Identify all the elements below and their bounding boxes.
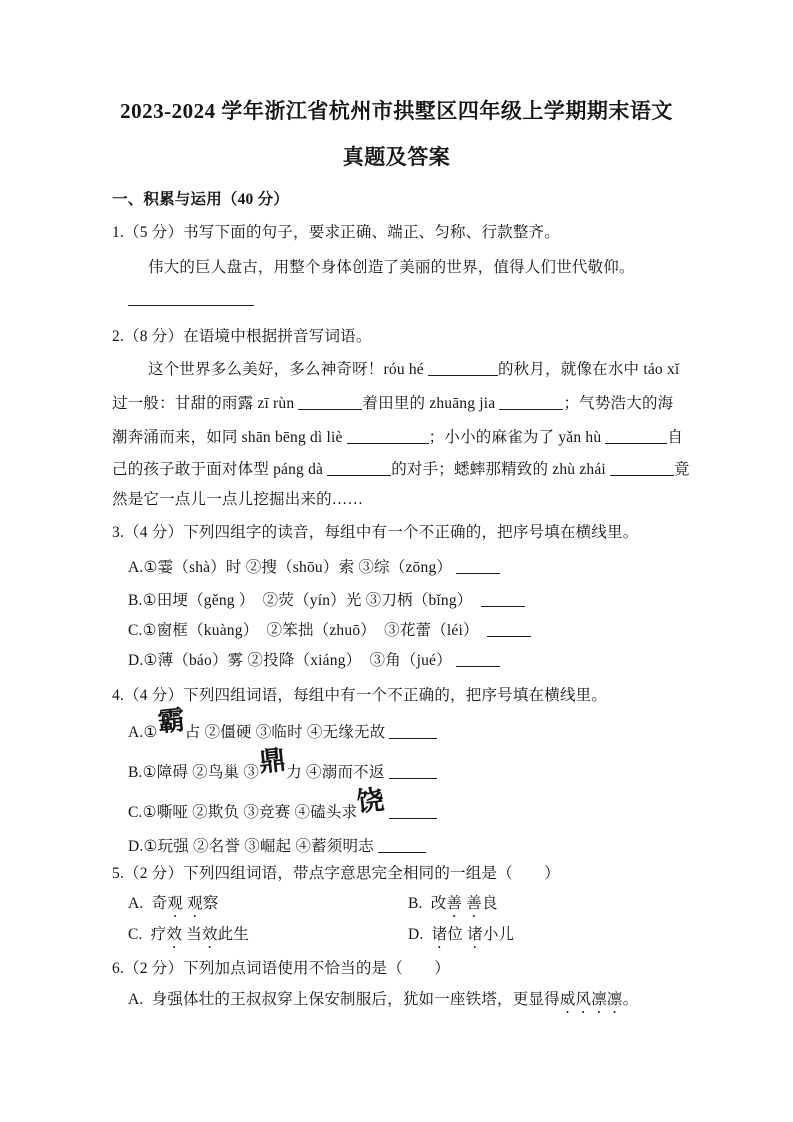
text-segment: 过一般：甘甜的雨露 zī rùn xyxy=(112,395,299,412)
page-title-line1: 2023-2024 学年浙江省杭州市拱墅区四年级上学期期末语文 xyxy=(120,99,673,123)
dotted-emphasis-text: 善 xyxy=(446,895,463,912)
q2-text-line xyxy=(112,393,673,414)
text-segment: A.① xyxy=(128,724,158,741)
q3-option-a xyxy=(128,557,500,578)
text-segment: 的对手；蟋蟀那精致的 zhù zhái xyxy=(391,461,611,478)
fill-in-blank xyxy=(456,653,500,667)
q3-stem: 3.（4 分）下列四组字的读音，每组中有一个不正确的，把序号填在横线里。 xyxy=(112,524,639,541)
dotted-emphasis-text: 效 xyxy=(166,926,183,943)
dotted-emphasis-text: 效 xyxy=(201,926,218,943)
text-segment: 位 xyxy=(447,926,468,943)
dotted-emphasis-text: 威风凛凛 xyxy=(559,991,623,1008)
section-heading: 一、积累与运用（40 分） xyxy=(112,191,289,208)
q4-option-c xyxy=(128,784,437,823)
fill-in-blank xyxy=(298,396,362,410)
fill-in-blank xyxy=(456,560,500,574)
fill-in-blank xyxy=(481,593,525,607)
page-title-line2: 真题及答案 xyxy=(342,145,451,169)
text-segment: 力 ④溺而不返 xyxy=(286,764,389,781)
q6-option-a xyxy=(128,989,638,1017)
fill-in-blank xyxy=(605,430,667,444)
text-segment: B. 改 xyxy=(408,895,447,912)
dotted-emphasis-text: 善 xyxy=(466,895,482,912)
text-segment: 此生 xyxy=(217,926,250,943)
text-segment: 的秋月，就像在水中 táo xǐ xyxy=(497,361,680,378)
handwritten-character-image: 鼎 xyxy=(257,744,288,779)
q2-text-line xyxy=(148,359,679,380)
text-segment: 己的孩子敢于面对体型 páng dà xyxy=(112,461,328,478)
fill-in-blank xyxy=(428,362,498,376)
text-segment: C. 疗 xyxy=(128,926,167,943)
text-segment: B.①田埂（gěng ） ②荧（yín）光 ③刀柄（bǐng） xyxy=(128,592,481,609)
text-segment: A. 奇 xyxy=(128,895,168,912)
q2-text-line xyxy=(112,427,683,448)
text-segment: 。 xyxy=(622,991,639,1008)
fill-in-blank xyxy=(610,462,674,476)
q5-option-d xyxy=(408,924,514,952)
q4-stem: 4.（4 分）下列四组词语，每组中有一个不正确的，把序号填在横线里。 xyxy=(112,687,608,704)
text-segment: 良 xyxy=(481,895,498,912)
q5-option-b xyxy=(408,893,498,921)
q2-text-line xyxy=(112,459,690,480)
q1-answer-line xyxy=(128,305,254,306)
q3-option-b xyxy=(128,590,525,611)
q3-option-d xyxy=(128,650,500,671)
text-segment: 竟 xyxy=(674,461,690,478)
dotted-emphasis-text: 观 xyxy=(167,895,184,912)
q5-stem: 5.（2 分）下列四组词语，带点字意思完全相同的一组是（ ） xyxy=(112,865,560,882)
fill-in-blank xyxy=(347,430,429,444)
text-segment: D.①薄（báo）雾 ②投降（xiáng） ③角（jué） xyxy=(128,652,456,669)
q4-option-a xyxy=(128,704,437,743)
text-segment: C.①嘶哑 ②欺负 ③竞赛 ④磕头求 xyxy=(128,804,358,821)
fill-in-blank xyxy=(389,765,437,779)
text-segment: 着田里的 zhuāng jia xyxy=(362,395,500,412)
text-segment: C.①窗框（kuàng） ②笨拙（zhuō） ③花蕾（léi） xyxy=(128,622,487,639)
text-segment: 这个世界多么美好，多么神奇呀！róu hé xyxy=(148,361,428,378)
q2-stem: 2.（8 分）在语境中根据拼音写词语。 xyxy=(112,328,372,345)
text-segment: D. xyxy=(408,926,432,943)
q2-text-line xyxy=(112,489,363,510)
text-segment: D.①玩强 ②名誉 ③崛起 ④蓄须明志 xyxy=(128,838,378,855)
text-segment: 当 xyxy=(182,926,202,943)
text-segment: 占 ②僵硬 ③临时 ④无缘无故 xyxy=(184,724,390,741)
text-segment: A.①霎（shà）时 ②搜（shōu）索 ③综（zōng） xyxy=(128,559,457,576)
fill-in-blank xyxy=(378,839,426,853)
dotted-emphasis-text: 诸 xyxy=(467,926,483,943)
fill-in-blank xyxy=(389,725,437,739)
q1-stem: 1.（5 分）书写下面的句子，要求正确、端正、匀称、行款整齐。 xyxy=(112,224,560,241)
fill-in-blank xyxy=(499,396,563,410)
handwritten-character-image: 霸 xyxy=(155,704,187,739)
text-segment: A. 身强体壮的王叔叔穿上保安制服后，犹如一座铁塔，更显得 xyxy=(128,991,560,1008)
q6-stem: 6.（2 分）下列加点词语使用不恰当的是（ ） xyxy=(112,960,451,977)
text-segment: 潮奔涌而来，如同 shān bēng dì liè xyxy=(112,429,347,446)
q5-option-c xyxy=(128,924,249,952)
text-segment: ；小小的麻雀为了 yǎn hù xyxy=(428,429,606,446)
q4-option-d xyxy=(128,836,426,857)
text-segment: 自 xyxy=(667,429,684,446)
q1-copy-sentence: 伟大的巨人盘古，用整个身体创造了美丽的世界，值得人们世代敬仰。 xyxy=(148,259,635,276)
dotted-emphasis-text: 观 xyxy=(187,895,203,912)
dotted-emphasis-text: 诸 xyxy=(431,926,448,943)
q3-option-c xyxy=(128,620,531,641)
fill-in-blank xyxy=(389,805,437,819)
q5-option-a xyxy=(128,893,219,921)
handwritten-character-image: 饶 xyxy=(355,784,387,819)
fill-in-blank xyxy=(327,462,391,476)
text-segment: 小儿 xyxy=(482,926,515,943)
text-segment: 然是它一点儿一点儿挖掘出来的…… xyxy=(112,491,364,508)
text-segment: B.①障碍 ②鸟巢 ③ xyxy=(128,764,260,781)
fill-in-blank xyxy=(487,623,531,637)
q4-option-b xyxy=(128,744,437,783)
text-segment: 察 xyxy=(202,895,219,912)
text-segment: ；气势浩大的海 xyxy=(563,395,674,412)
